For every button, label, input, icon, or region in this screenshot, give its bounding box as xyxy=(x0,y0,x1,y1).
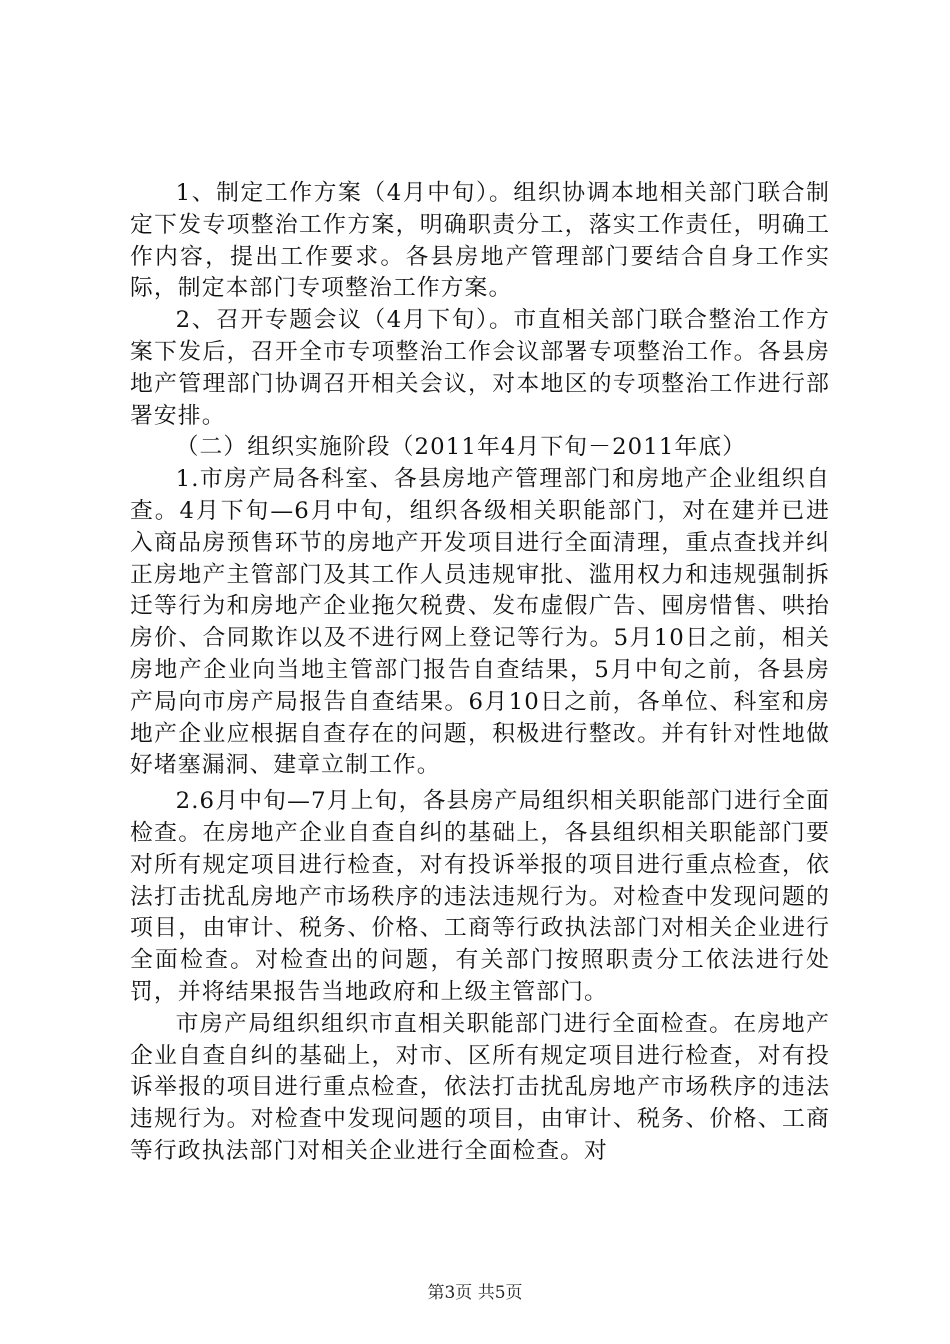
document-body xyxy=(130,178,830,1168)
paragraph-self-inspection: 1.市房产局各科室、各县房地产管理部门和房地产企业组织自查。4月下旬—6月中旬，组织各级相关职能部门，对在建并已进入商品房预售环节的房地产开发项目进行全面清理，重点查找并纠正房地产主管部门及其工作人员违规审批、滥用权力和违规强制拆迁等行为和房地产企业拖欠税费、发布虚假广告、囤房惜售、哄抬房价、合同欺诈以及不进行网上登记等行为。5月10日之前，相关房地产企业向当地主管部门报告自查结果，5月中旬之前，各县房产局向市房产局报告自查结果。6月10日之前，各单位、科室和房地产企业应根据自查存在的问题，积极进行整改。并有针对性地做好堵塞漏洞、建章立制工作。 xyxy=(130,466,830,779)
page-number-footer: 第3页 共5页 xyxy=(427,1283,523,1303)
paragraph-special-meeting: 2、召开专题会议（4月下旬）。市直相关部门联合整治工作方案下发后，召开全市专项整治工作会议部署专项整治工作。各县房地产管理部门协调召开相关会议，对本地区的专项整治工作进行部署安排。 xyxy=(130,307,830,429)
paragraph-city-inspection: 市房产局组织组织市直相关职能部门进行全面检查。在房地产企业自查自纠的基础上，对市、区所有规定项目进行检查，对有投诉举报的项目进行重点检查，依法打击扰乱房地产市场秩序的违法违规行为。对检查中发现问题的项目，由审计、税务、价格、工商等行政执法部门对相关企业进行全面检查。对 xyxy=(130,1010,830,1164)
section-heading-implementation: （二）组织实施阶段（2011年4月下旬－2011年底） xyxy=(175,434,747,461)
paragraph-work-plan: 1、制定工作方案（4月中旬）。组织协调本地相关部门联合制定下发专项整治工作方案，明确职责分工，落实工作责任，明确工作内容，提出工作要求。各县房地产管理部门要结合自身工作实际，制定本部门专项整治工作方案。 xyxy=(130,180,830,302)
paragraph-county-inspection: 2.6月中旬—7月上旬，各县房产局组织相关职能部门进行全面检查。在房地产企业自查自纠的基础上，各县组织相关职能部门要对所有规定项目进行检查，对有投诉举报的项目进行重点检查，依法打击扰乱房地产市场秩序的违法违规行为。对检查中发现问题的项目，由审计、税务、价格、工商等行政执法部门对相关企业进行全面检查。对检查出的问题，有关部门按照职责分工依法进行处罚，并将结果报告当地政府和上级主管部门。 xyxy=(130,788,830,1005)
